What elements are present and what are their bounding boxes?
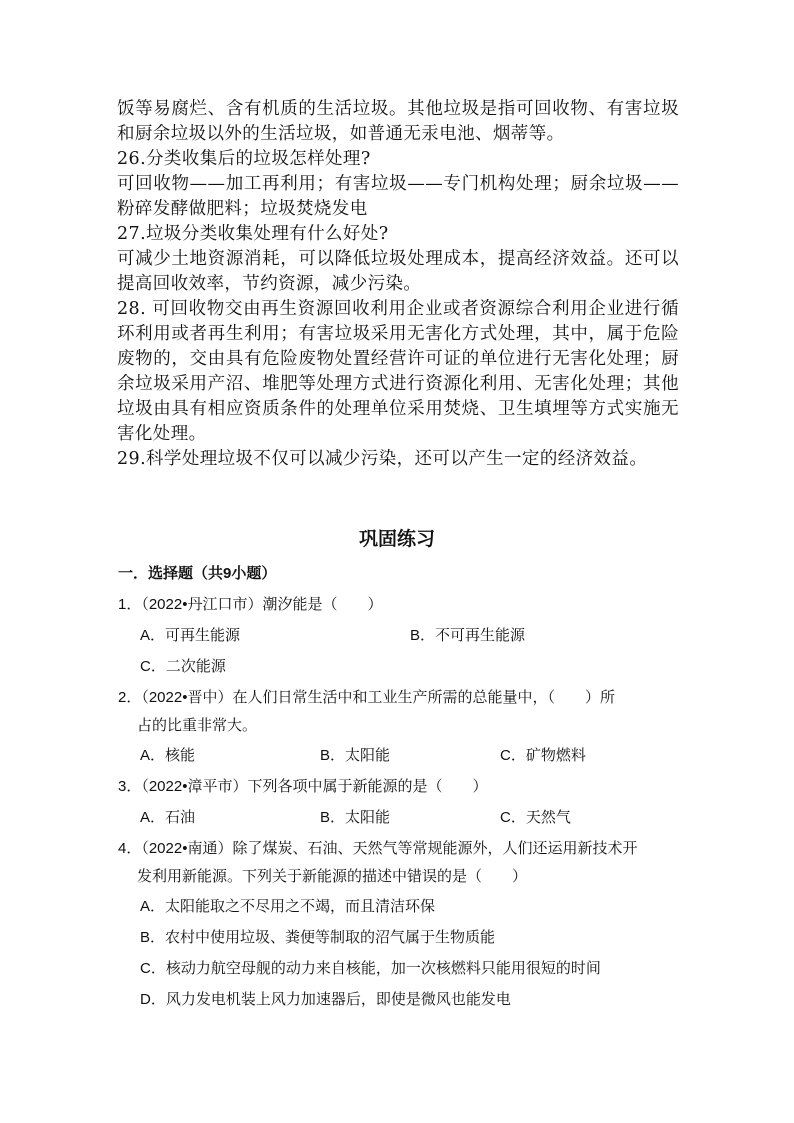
question-2-options-row bbox=[118, 744, 680, 768]
question-26-heading: 26.分类收集后的垃圾怎样处理? bbox=[117, 149, 371, 169]
quiz-heading: 一．选择题（共9小题） bbox=[118, 565, 277, 582]
question-1-option-a: A．可再生能源 bbox=[140, 627, 241, 644]
question-3-option-a: A．石油 bbox=[140, 809, 196, 826]
question-2-stem bbox=[118, 686, 680, 738]
answer-section bbox=[117, 97, 679, 472]
answer-28: 28. 可回收物交由再生资源回收利用企业或者资源综合利用企业进行循环利用或者再生利用；有害垃圾采用无害化方式处理，其中，属于危险废物的，交由具有危险废物处置经营许可证的单位进行无害化处理；厨余垃圾采用产沼、堆肥等处理方式进行资源化利用、无害化处理；其他垃圾由具有相应资质条件的处理单位采用焚烧、卫生填埋等方式实施无害化处理。 bbox=[117, 299, 679, 444]
question-4-option-b: B．农村中使用垃圾、粪便等制取的沼气属于生物质能 bbox=[140, 929, 496, 946]
question-4-stem bbox=[118, 837, 680, 889]
question-4-stem-line-2: 发利用新能源。下列关于新能源的描述中错误的是（ ） bbox=[137, 868, 528, 885]
question-2-stem-line-2: 占的比重非常大。 bbox=[137, 717, 258, 734]
question-3-option-b: B．太阳能 bbox=[320, 809, 391, 826]
question-2-option-c: C．矿物燃料 bbox=[500, 747, 586, 764]
question-27-heading: 27.垃圾分类收集处理有什么好处? bbox=[117, 224, 389, 244]
answer-paragraph-continued: 饭等易腐烂、含有机质的生活垃圾。其他垃圾是指可回收物、有害垃圾和厨余垃圾以外的生活垃圾，如普通无汞电池、烟蒂等。 bbox=[117, 99, 679, 144]
quiz-section bbox=[118, 563, 680, 1019]
question-1-option-c: C．二次能源 bbox=[140, 658, 226, 675]
question-3-options-row bbox=[118, 806, 680, 830]
question-2-option-a: A．核能 bbox=[140, 747, 196, 764]
question-4-option-c: C．核动力航空母舰的动力来自核能，加一次核燃料只能用很短的时间 bbox=[140, 960, 601, 977]
answer-27: 可减少土地资源消耗，可以降低垃圾处理成本，提高经济效益。还可以提高回收效率，节约资源，减少污染。 bbox=[117, 249, 679, 294]
question-1-option-b: B．不可再生能源 bbox=[410, 627, 526, 644]
question-3-stem: 3．（2022•漳平市）下列各项中属于新能源的是（ ） bbox=[118, 778, 488, 795]
question-3-option-c: C．天然气 bbox=[500, 809, 571, 826]
question-4-stem-line-1: 4．（2022•南通）除了煤炭、石油、天然气等常规能源外，人们还运用新技术开 bbox=[118, 840, 638, 857]
question-1-options-row bbox=[118, 624, 680, 648]
question-4-option-a: A．太阳能取之不尽用之不竭，而且清洁环保 bbox=[140, 898, 436, 915]
section-title: 巩固练习 bbox=[358, 528, 435, 550]
question-2-option-b: B．太阳能 bbox=[320, 747, 391, 764]
question-2-stem-line-1: 2．（2022•晋中）在人们日常生活中和工业生产所需的总能量中，（ ）所 bbox=[118, 689, 615, 706]
question-4-option-d: D．风力发电机装上风力加速器后，即使是微风也能发电 bbox=[140, 991, 511, 1008]
answer-29: 29.科学处理垃圾不仅可以减少污染，还可以产生一定的经济效益。 bbox=[117, 449, 648, 469]
question-1-stem: 1．（2022•丹江口市）潮汐能是（ ） bbox=[118, 596, 383, 613]
answer-26: 可回收物——加工再利用；有害垃圾——专门机构处理；厨余垃圾——粉碎发酵做肥料；垃圾焚烧发电 bbox=[117, 174, 679, 219]
